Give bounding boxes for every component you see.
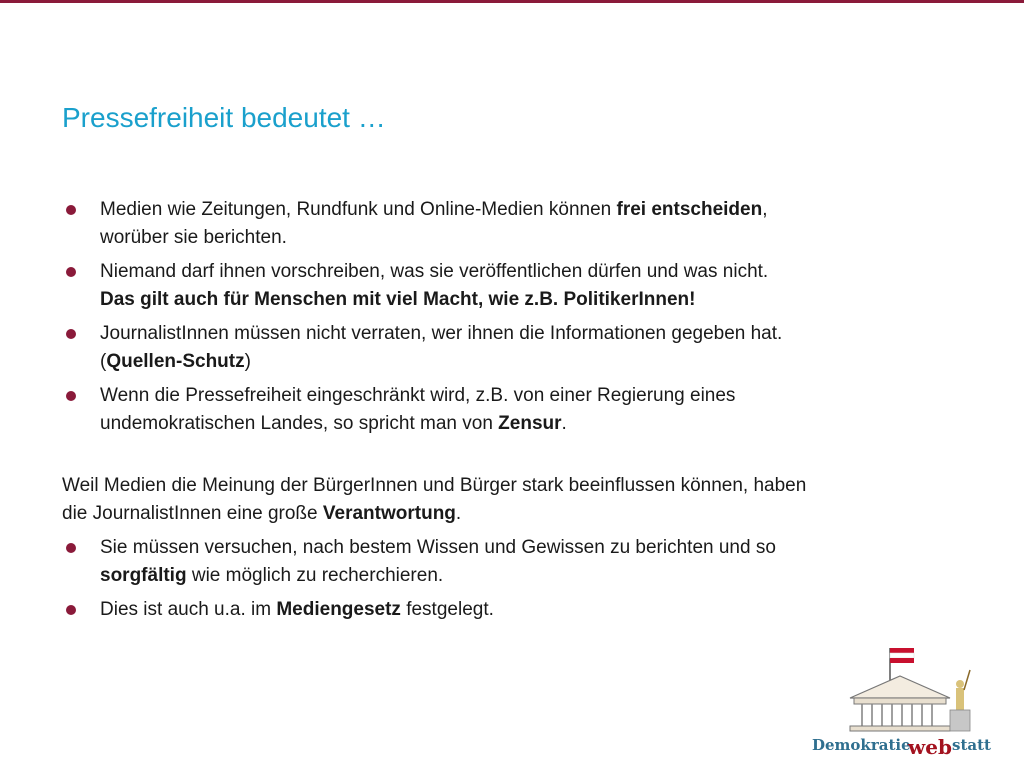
text: ,: [762, 199, 768, 220]
demokratiewebstatt-logo: [810, 640, 1010, 760]
bullet-line: [100, 348, 982, 376]
list-item: [62, 534, 982, 590]
text: .: [561, 413, 567, 434]
text: (: [100, 351, 107, 372]
logo-text-mid: web: [908, 735, 952, 759]
paragraph: [62, 472, 982, 528]
bullet-line: [100, 410, 982, 438]
logo-text-left: Demokratie: [812, 736, 911, 754]
bullet-line: worüber sie berichten.: [100, 227, 287, 248]
bold-text: Quellen-Schutz: [106, 351, 245, 372]
bullet-line: [100, 562, 982, 590]
bold-text: Das gilt auch für Menschen mit viel Macht, wie z.B. PolitikerInnen!: [100, 289, 696, 310]
paragraph-line: [62, 500, 982, 528]
slide-title: Pressefreiheit bedeutet …: [62, 102, 386, 133]
list-item: [62, 258, 982, 314]
text: .: [455, 503, 462, 524]
bullet-dot-icon: [66, 605, 76, 615]
bold-text: frei entscheiden: [616, 199, 763, 220]
bold-text: Verantwortung: [322, 503, 456, 524]
text: die JournalistInnen eine große: [62, 503, 323, 524]
bold-text: sorgfältig: [100, 565, 187, 586]
text: festgelegt.: [400, 599, 494, 620]
paragraph-line: Weil Medien die Meinung der BürgerInnen und Bürger stark beeinflussen können, haben: [62, 475, 807, 496]
slide-content: [62, 196, 982, 630]
bullet-dot-icon: [66, 543, 76, 553]
bullet-list-2: [62, 534, 982, 624]
bullet-line: Niemand darf ihnen vorschreiben, was sie veröffentlichen dürfen und was nicht.: [100, 261, 769, 282]
bullet-line: [100, 596, 982, 624]
bullet-dot-icon: [66, 329, 76, 339]
bullet-dot-icon: [66, 205, 76, 215]
bullet-line: [100, 286, 982, 314]
bullet-dot-icon: [66, 267, 76, 277]
text: undemokratischen Landes, so spricht man von: [100, 413, 499, 434]
text: Dies ist auch u.a. im: [100, 599, 277, 620]
top-accent-line: [0, 0, 1024, 3]
bullet-line: [100, 196, 982, 224]
bullet-line: Wenn die Pressefreiheit eingeschränkt wird, z.B. von einer Regierung eines: [100, 385, 736, 406]
list-item: [62, 196, 982, 252]
text: ): [244, 351, 251, 372]
list-item: [62, 596, 982, 624]
text: Medien wie Zeitungen, Rundfunk und Online-Medien können: [100, 199, 617, 220]
bullet-line: Sie müssen versuchen, nach bestem Wissen und Gewissen zu berichten und so: [100, 537, 776, 558]
list-item: [62, 382, 982, 438]
text: wie möglich zu recherchieren.: [186, 565, 444, 586]
bold-text: Zensur: [498, 413, 562, 434]
bullet-list-1: [62, 196, 982, 438]
bullet-line: JournalistInnen müssen nicht verraten, wer ihnen die Informationen gegeben hat.: [100, 323, 783, 344]
bold-text: Mediengesetz: [276, 599, 401, 620]
logo-text-right: statt: [952, 736, 991, 754]
bullet-dot-icon: [66, 391, 76, 401]
list-item: [62, 320, 982, 376]
